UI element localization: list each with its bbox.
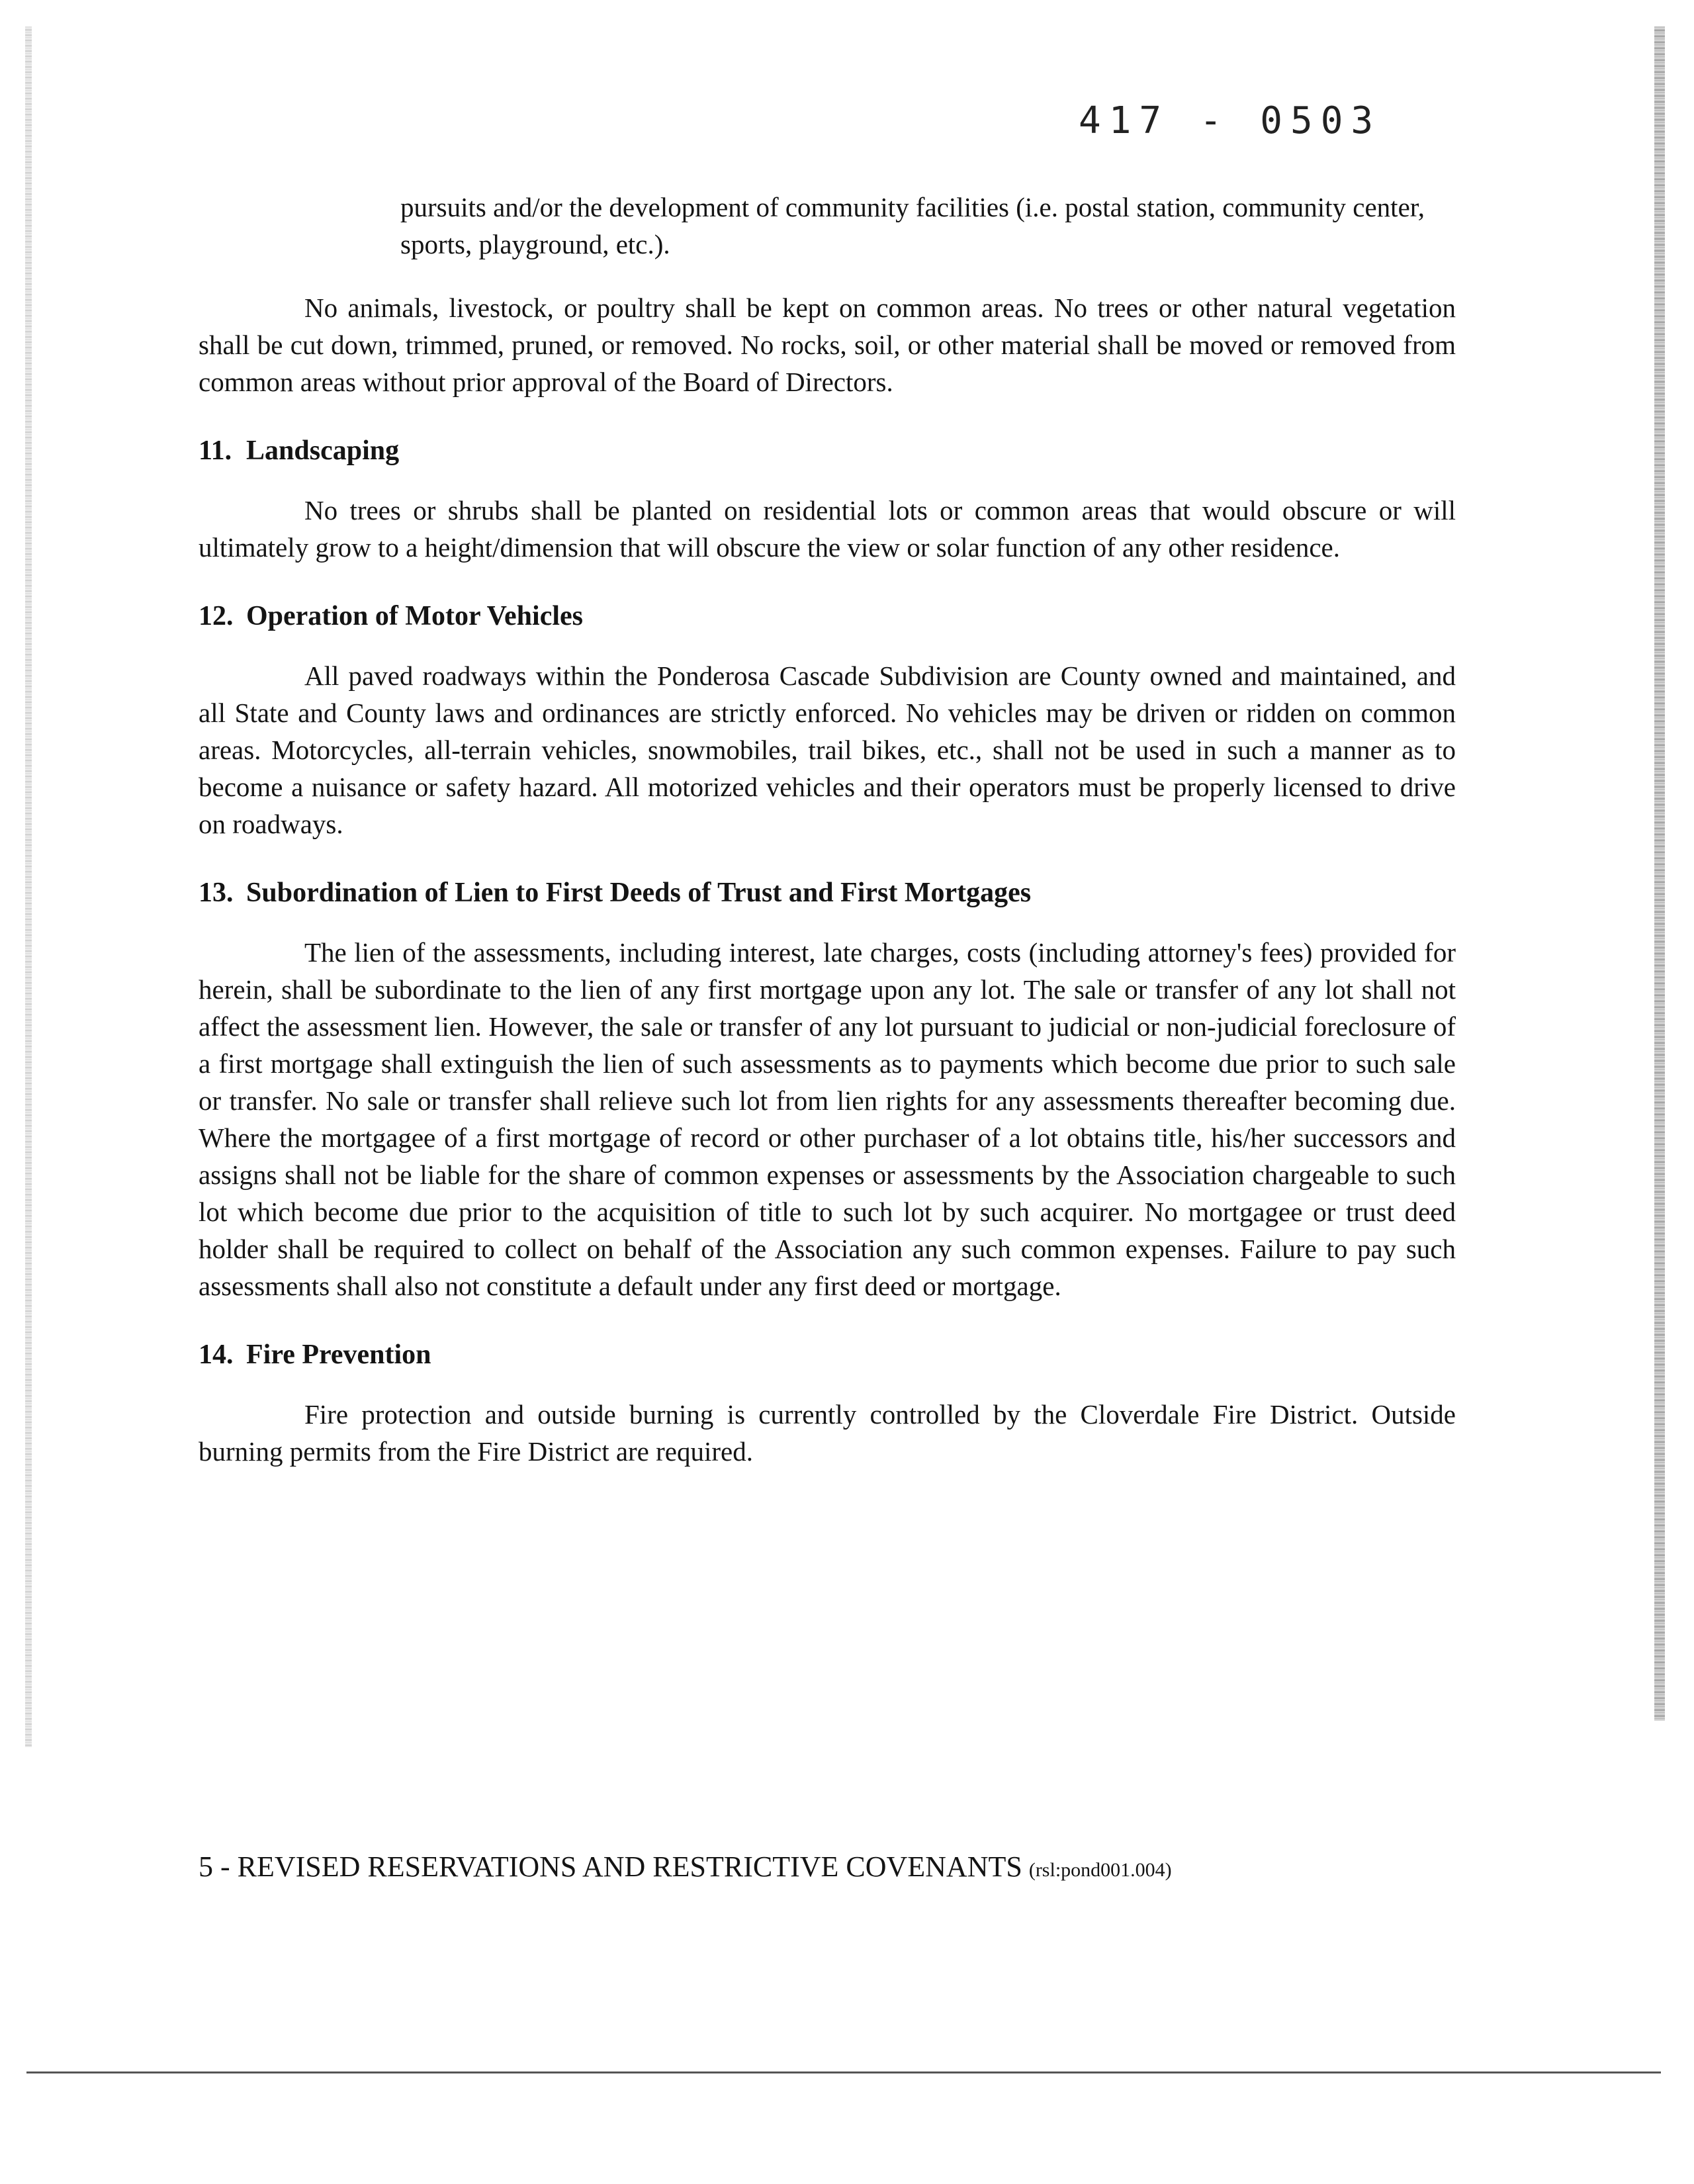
section-heading-motor-vehicles <box>199 598 1456 635</box>
section-body-subordination: The lien of the assessments, including interest, late charges, costs (including attorney's fees) provided for herein, shall be subordinate to the lien of any first mortgage upon any lot. The sale or transfer of any lot shall not affect the assessment lien. However, the sale or transfer of any lot pursuant to judicial or non-judicial foreclosure of a first mortgage shall extinguish the lien of such assessments as to payments which become due prior to such sale or transfer. No sale or transfer shall relieve such lot from lien rights for any assessments thereafter becoming due. Where the mortgagee of a first mortgage of record or other purchaser of a lot obtains title, his/her successors and assigns shall not be liable for the share of common expenses or assessments by the Association chargeable to such lot which become due prior to the acquisition of title to such lot by such acquirer. No mortgagee or trust deed holder shall be required to collect on behalf of the Association any such common expenses. Failure to pay such assessments shall also not constitute a default under any first deed or mortgage. <box>199 937 1456 1301</box>
page-footer <box>199 1850 1172 1884</box>
section-number: 14. <box>199 1340 234 1370</box>
section-heading-landscaping <box>199 432 1456 469</box>
section-heading-fire-prevention <box>199 1336 1456 1373</box>
page-content <box>199 189 1456 1470</box>
document-number: 417 - 0503 <box>1079 99 1382 142</box>
section-number: 13. <box>199 878 234 908</box>
footer-code: (rsl:pond001.004) <box>1028 1859 1172 1881</box>
scan-edge-left <box>25 26 32 1747</box>
section-body-fire-prevention: Fire protection and outside burning is currently controlled by the Cloverdale Fire District. Outside burning permits from the Fire District are required. <box>199 1399 1456 1467</box>
footer-text: 5 - REVISED RESERVATIONS AND RESTRICTIVE COVENANTS <box>199 1850 1022 1883</box>
section-title: Subordination of Lien to First Deeds of Trust and First Mortgages <box>246 878 1032 908</box>
bottom-rule <box>26 2071 1661 2073</box>
section-body-landscaping: No trees or shrubs shall be planted on residential lots or common areas that would obscure or will ultimately grow to a height/dimension that will obscure the view or solar function of any other residence. <box>199 495 1456 563</box>
section-title: Fire Prevention <box>246 1340 431 1370</box>
common-areas-paragraph: No animals, livestock, or poultry shall be kept on common areas. No trees or other natural vegetation shall be cut down, trimmed, pruned, or removed. No rocks, soil, or other material shall be moved or removed from common areas without prior approval of the Board of Directors. <box>199 293 1456 397</box>
section-title: Landscaping <box>246 435 400 466</box>
section-number: 11. <box>199 435 232 466</box>
intro-continuation: pursuits and/or the development of community facilities (i.e. postal station, community center, sports, playground, etc.). <box>400 192 1425 259</box>
section-title: Operation of Motor Vehicles <box>246 601 584 631</box>
scan-edge-right <box>1654 26 1665 1721</box>
section-body-motor-vehicles: All paved roadways within the Ponderosa Cascade Subdivision are County owned and maintained, and all State and County laws and ordinances are strictly enforced. No vehicles may be driven or ridden on common areas. Motorcycles, all-terrain vehicles, snowmobiles, trail bikes, etc., shall not be used in such a manner as to become a nuisance or safety hazard. All motorized vehicles and their operators must be properly licensed to drive on roadways. <box>199 660 1456 839</box>
section-heading-subordination <box>199 874 1456 911</box>
section-number: 12. <box>199 601 234 631</box>
